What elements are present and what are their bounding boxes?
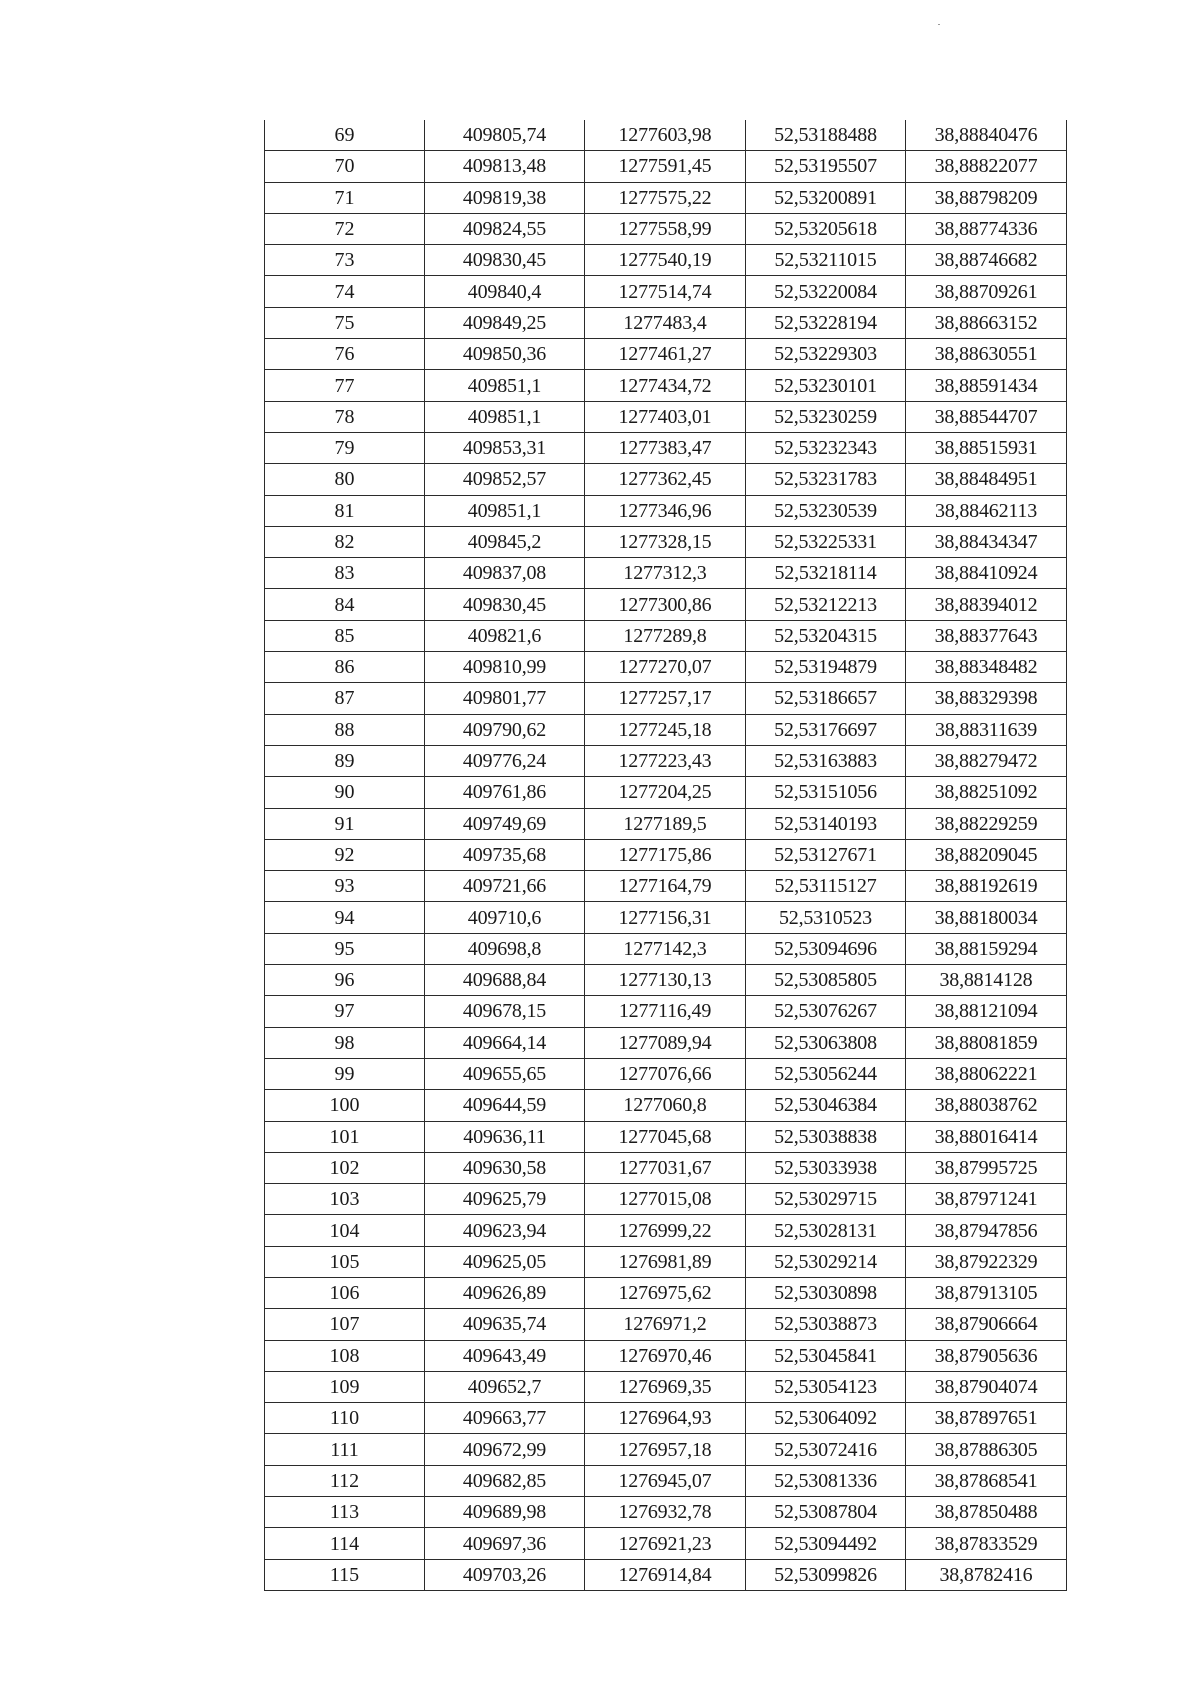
x-coordinate-cell: 409805,74	[425, 120, 585, 151]
longitude-cell: 38,87868541	[906, 1465, 1067, 1496]
latitude-cell: 52,53231783	[746, 464, 906, 495]
longitude-cell: 38,88462113	[906, 495, 1067, 526]
y-coordinate-cell: 1277289,8	[585, 620, 746, 651]
longitude-cell: 38,88229259	[906, 808, 1067, 839]
coordinates-table	[264, 120, 1067, 1591]
y-coordinate-cell: 1277312,3	[585, 558, 746, 589]
y-coordinate-cell: 1277060,8	[585, 1090, 746, 1121]
x-coordinate-cell: 409853,31	[425, 432, 585, 463]
point-number-cell: 79	[265, 432, 425, 463]
y-coordinate-cell: 1276969,35	[585, 1371, 746, 1402]
point-number-cell: 76	[265, 339, 425, 370]
y-coordinate-cell: 1276921,23	[585, 1528, 746, 1559]
point-number-cell: 110	[265, 1403, 425, 1434]
longitude-cell: 38,88081859	[906, 1027, 1067, 1058]
x-coordinate-cell: 409851,1	[425, 495, 585, 526]
latitude-cell: 52,53029715	[746, 1184, 906, 1215]
latitude-cell: 52,53038873	[746, 1309, 906, 1340]
x-coordinate-cell: 409625,79	[425, 1184, 585, 1215]
x-coordinate-cell: 409664,14	[425, 1027, 585, 1058]
table-row	[265, 464, 1067, 495]
latitude-cell: 52,53094492	[746, 1528, 906, 1559]
y-coordinate-cell: 1277575,22	[585, 182, 746, 213]
point-number-cell: 115	[265, 1559, 425, 1590]
table-row	[265, 432, 1067, 463]
x-coordinate-cell: 409851,1	[425, 401, 585, 432]
latitude-cell: 52,53115127	[746, 871, 906, 902]
x-coordinate-cell: 409636,11	[425, 1121, 585, 1152]
x-coordinate-cell: 409697,36	[425, 1528, 585, 1559]
latitude-cell: 52,53212213	[746, 589, 906, 620]
longitude-cell: 38,8814128	[906, 965, 1067, 996]
y-coordinate-cell: 1277514,74	[585, 276, 746, 307]
longitude-cell: 38,88515931	[906, 432, 1067, 463]
y-coordinate-cell: 1277076,66	[585, 1058, 746, 1089]
table-row	[265, 370, 1067, 401]
y-coordinate-cell: 1277189,5	[585, 808, 746, 839]
y-coordinate-cell: 1277434,72	[585, 370, 746, 401]
y-coordinate-cell: 1276964,93	[585, 1403, 746, 1434]
latitude-cell: 52,53228194	[746, 307, 906, 338]
point-number-cell: 102	[265, 1152, 425, 1183]
y-coordinate-cell: 1276975,62	[585, 1277, 746, 1308]
latitude-cell: 52,53030898	[746, 1277, 906, 1308]
latitude-cell: 52,53220084	[746, 276, 906, 307]
latitude-cell: 52,53232343	[746, 432, 906, 463]
longitude-cell: 38,88279472	[906, 745, 1067, 776]
longitude-cell: 38,88394012	[906, 589, 1067, 620]
table-row	[265, 495, 1067, 526]
x-coordinate-cell: 409845,2	[425, 526, 585, 557]
table-row	[265, 1090, 1067, 1121]
latitude-cell: 52,53195507	[746, 151, 906, 182]
table-row	[265, 151, 1067, 182]
point-number-cell: 70	[265, 151, 425, 182]
x-coordinate-cell: 409678,15	[425, 996, 585, 1027]
x-coordinate-cell: 409761,86	[425, 777, 585, 808]
longitude-cell: 38,88822077	[906, 151, 1067, 182]
point-number-cell: 97	[265, 996, 425, 1027]
y-coordinate-cell: 1277130,13	[585, 965, 746, 996]
table-row	[265, 589, 1067, 620]
x-coordinate-cell: 409635,74	[425, 1309, 585, 1340]
longitude-cell: 38,88410924	[906, 558, 1067, 589]
table-row	[265, 1184, 1067, 1215]
longitude-cell: 38,88663152	[906, 307, 1067, 338]
table-row	[265, 714, 1067, 745]
longitude-cell: 38,88016414	[906, 1121, 1067, 1152]
latitude-cell: 52,53087804	[746, 1497, 906, 1528]
y-coordinate-cell: 1277270,07	[585, 652, 746, 683]
table-row	[265, 1371, 1067, 1402]
latitude-cell: 52,53099826	[746, 1559, 906, 1590]
y-coordinate-cell: 1276971,2	[585, 1309, 746, 1340]
point-number-cell: 100	[265, 1090, 425, 1121]
y-coordinate-cell: 1277558,99	[585, 213, 746, 244]
table-row	[265, 620, 1067, 651]
x-coordinate-cell: 409703,26	[425, 1559, 585, 1590]
longitude-cell: 38,87922329	[906, 1246, 1067, 1277]
x-coordinate-cell: 409698,8	[425, 933, 585, 964]
longitude-cell: 38,88159294	[906, 933, 1067, 964]
latitude-cell: 52,53029214	[746, 1246, 906, 1277]
longitude-cell: 38,88591434	[906, 370, 1067, 401]
latitude-cell: 52,53085805	[746, 965, 906, 996]
table-row	[265, 1465, 1067, 1496]
y-coordinate-cell: 1277362,45	[585, 464, 746, 495]
latitude-cell: 52,53218114	[746, 558, 906, 589]
latitude-cell: 52,53033938	[746, 1152, 906, 1183]
y-coordinate-cell: 1277300,86	[585, 589, 746, 620]
latitude-cell: 52,5310523	[746, 902, 906, 933]
table-row	[265, 120, 1067, 151]
point-number-cell: 84	[265, 589, 425, 620]
point-number-cell: 90	[265, 777, 425, 808]
longitude-cell: 38,88038762	[906, 1090, 1067, 1121]
longitude-cell: 38,88311639	[906, 714, 1067, 745]
longitude-cell: 38,87897651	[906, 1403, 1067, 1434]
point-number-cell: 91	[265, 808, 425, 839]
longitude-cell: 38,87913105	[906, 1277, 1067, 1308]
y-coordinate-cell: 1277346,96	[585, 495, 746, 526]
y-coordinate-cell: 1276981,89	[585, 1246, 746, 1277]
table-row	[265, 652, 1067, 683]
y-coordinate-cell: 1277031,67	[585, 1152, 746, 1183]
point-number-cell: 89	[265, 745, 425, 776]
longitude-cell: 38,88062221	[906, 1058, 1067, 1089]
x-coordinate-cell: 409830,45	[425, 589, 585, 620]
latitude-cell: 52,53094696	[746, 933, 906, 964]
x-coordinate-cell: 409801,77	[425, 683, 585, 714]
scan-speck	[938, 24, 940, 25]
x-coordinate-cell: 409682,85	[425, 1465, 585, 1496]
table-row	[265, 1277, 1067, 1308]
point-number-cell: 114	[265, 1528, 425, 1559]
point-number-cell: 82	[265, 526, 425, 557]
table-row	[265, 1528, 1067, 1559]
x-coordinate-cell: 409688,84	[425, 965, 585, 996]
point-number-cell: 69	[265, 120, 425, 151]
y-coordinate-cell: 1277591,45	[585, 151, 746, 182]
latitude-cell: 52,53230259	[746, 401, 906, 432]
longitude-cell: 38,88348482	[906, 652, 1067, 683]
table-row	[265, 245, 1067, 276]
x-coordinate-cell: 409852,57	[425, 464, 585, 495]
table-row	[265, 307, 1067, 338]
table-row	[265, 933, 1067, 964]
point-number-cell: 105	[265, 1246, 425, 1277]
latitude-cell: 52,53063808	[746, 1027, 906, 1058]
latitude-cell: 52,53151056	[746, 777, 906, 808]
table-row	[265, 1246, 1067, 1277]
longitude-cell: 38,88798209	[906, 182, 1067, 213]
latitude-cell: 52,53194879	[746, 652, 906, 683]
table-row	[265, 1152, 1067, 1183]
latitude-cell: 52,53230539	[746, 495, 906, 526]
x-coordinate-cell: 409735,68	[425, 839, 585, 870]
table-row	[265, 902, 1067, 933]
table-row	[265, 213, 1067, 244]
point-number-cell: 98	[265, 1027, 425, 1058]
table-row	[265, 683, 1067, 714]
longitude-cell: 38,87833529	[906, 1528, 1067, 1559]
table-row	[265, 1027, 1067, 1058]
point-number-cell: 80	[265, 464, 425, 495]
table-row	[265, 965, 1067, 996]
table-row	[265, 526, 1067, 557]
longitude-cell: 38,88377643	[906, 620, 1067, 651]
table-row	[265, 1497, 1067, 1528]
point-number-cell: 103	[265, 1184, 425, 1215]
y-coordinate-cell: 1277089,94	[585, 1027, 746, 1058]
x-coordinate-cell: 409776,24	[425, 745, 585, 776]
x-coordinate-cell: 409840,4	[425, 276, 585, 307]
point-number-cell: 106	[265, 1277, 425, 1308]
point-number-cell: 72	[265, 213, 425, 244]
y-coordinate-cell: 1277328,15	[585, 526, 746, 557]
point-number-cell: 73	[265, 245, 425, 276]
table-row	[265, 839, 1067, 870]
y-coordinate-cell: 1277175,86	[585, 839, 746, 870]
longitude-cell: 38,87995725	[906, 1152, 1067, 1183]
coordinates-table-body	[265, 120, 1067, 1590]
y-coordinate-cell: 1276999,22	[585, 1215, 746, 1246]
x-coordinate-cell: 409849,25	[425, 307, 585, 338]
y-coordinate-cell: 1276914,84	[585, 1559, 746, 1590]
x-coordinate-cell: 409655,65	[425, 1058, 585, 1089]
point-number-cell: 108	[265, 1340, 425, 1371]
x-coordinate-cell: 409810,99	[425, 652, 585, 683]
latitude-cell: 52,53205618	[746, 213, 906, 244]
latitude-cell: 52,53188488	[746, 120, 906, 151]
table-row	[265, 276, 1067, 307]
latitude-cell: 52,53211015	[746, 245, 906, 276]
point-number-cell: 74	[265, 276, 425, 307]
table-row	[265, 182, 1067, 213]
y-coordinate-cell: 1277403,01	[585, 401, 746, 432]
y-coordinate-cell: 1277483,4	[585, 307, 746, 338]
longitude-cell: 38,88709261	[906, 276, 1067, 307]
table-row	[265, 1340, 1067, 1371]
x-coordinate-cell: 409790,62	[425, 714, 585, 745]
longitude-cell: 38,88180034	[906, 902, 1067, 933]
x-coordinate-cell: 409643,49	[425, 1340, 585, 1371]
latitude-cell: 52,53064092	[746, 1403, 906, 1434]
longitude-cell: 38,87886305	[906, 1434, 1067, 1465]
longitude-cell: 38,87971241	[906, 1184, 1067, 1215]
y-coordinate-cell: 1277257,17	[585, 683, 746, 714]
table-row	[265, 745, 1067, 776]
y-coordinate-cell: 1277164,79	[585, 871, 746, 902]
x-coordinate-cell: 409710,6	[425, 902, 585, 933]
point-number-cell: 92	[265, 839, 425, 870]
longitude-cell: 38,87905636	[906, 1340, 1067, 1371]
x-coordinate-cell: 409623,94	[425, 1215, 585, 1246]
point-number-cell: 111	[265, 1434, 425, 1465]
longitude-cell: 38,87906664	[906, 1309, 1067, 1340]
x-coordinate-cell: 409850,36	[425, 339, 585, 370]
latitude-cell: 52,53140193	[746, 808, 906, 839]
longitude-cell: 38,88192619	[906, 871, 1067, 902]
table-row	[265, 1121, 1067, 1152]
point-number-cell: 87	[265, 683, 425, 714]
latitude-cell: 52,53225331	[746, 526, 906, 557]
point-number-cell: 77	[265, 370, 425, 401]
longitude-cell: 38,88121094	[906, 996, 1067, 1027]
point-number-cell: 75	[265, 307, 425, 338]
y-coordinate-cell: 1277204,25	[585, 777, 746, 808]
longitude-cell: 38,88329398	[906, 683, 1067, 714]
longitude-cell: 38,88544707	[906, 401, 1067, 432]
y-coordinate-cell: 1277461,27	[585, 339, 746, 370]
x-coordinate-cell: 409663,77	[425, 1403, 585, 1434]
point-number-cell: 85	[265, 620, 425, 651]
y-coordinate-cell: 1277015,08	[585, 1184, 746, 1215]
point-number-cell: 95	[265, 933, 425, 964]
x-coordinate-cell: 409830,45	[425, 245, 585, 276]
latitude-cell: 52,53200891	[746, 182, 906, 213]
latitude-cell: 52,53056244	[746, 1058, 906, 1089]
table-row	[265, 339, 1067, 370]
latitude-cell: 52,53072416	[746, 1434, 906, 1465]
y-coordinate-cell: 1277383,47	[585, 432, 746, 463]
point-number-cell: 94	[265, 902, 425, 933]
x-coordinate-cell: 409824,55	[425, 213, 585, 244]
latitude-cell: 52,53230101	[746, 370, 906, 401]
point-number-cell: 93	[265, 871, 425, 902]
longitude-cell: 38,88434347	[906, 526, 1067, 557]
latitude-cell: 52,53046384	[746, 1090, 906, 1121]
longitude-cell: 38,88209045	[906, 839, 1067, 870]
table-row	[265, 871, 1067, 902]
point-number-cell: 107	[265, 1309, 425, 1340]
point-number-cell: 112	[265, 1465, 425, 1496]
point-number-cell: 99	[265, 1058, 425, 1089]
longitude-cell: 38,87904074	[906, 1371, 1067, 1402]
x-coordinate-cell: 409672,99	[425, 1434, 585, 1465]
longitude-cell: 38,88774336	[906, 213, 1067, 244]
y-coordinate-cell: 1276945,07	[585, 1465, 746, 1496]
table-row	[265, 777, 1067, 808]
x-coordinate-cell: 409644,59	[425, 1090, 585, 1121]
longitude-cell: 38,88484951	[906, 464, 1067, 495]
latitude-cell: 52,53229303	[746, 339, 906, 370]
longitude-cell: 38,88251092	[906, 777, 1067, 808]
latitude-cell: 52,53045841	[746, 1340, 906, 1371]
longitude-cell: 38,88746682	[906, 245, 1067, 276]
x-coordinate-cell: 409819,38	[425, 182, 585, 213]
table-row	[265, 401, 1067, 432]
table-row	[265, 1403, 1067, 1434]
x-coordinate-cell: 409813,48	[425, 151, 585, 182]
table-row	[265, 1309, 1067, 1340]
y-coordinate-cell: 1277142,3	[585, 933, 746, 964]
table-row	[265, 1215, 1067, 1246]
table-row	[265, 558, 1067, 589]
point-number-cell: 81	[265, 495, 425, 526]
y-coordinate-cell: 1276957,18	[585, 1434, 746, 1465]
x-coordinate-cell: 409625,05	[425, 1246, 585, 1277]
latitude-cell: 52,53163883	[746, 745, 906, 776]
longitude-cell: 38,87947856	[906, 1215, 1067, 1246]
point-number-cell: 104	[265, 1215, 425, 1246]
table-row	[265, 1559, 1067, 1590]
y-coordinate-cell: 1277540,19	[585, 245, 746, 276]
longitude-cell: 38,8782416	[906, 1559, 1067, 1590]
point-number-cell: 88	[265, 714, 425, 745]
latitude-cell: 52,53127671	[746, 839, 906, 870]
point-number-cell: 86	[265, 652, 425, 683]
x-coordinate-cell: 409630,58	[425, 1152, 585, 1183]
y-coordinate-cell: 1277116,49	[585, 996, 746, 1027]
table-row	[265, 808, 1067, 839]
longitude-cell: 38,88840476	[906, 120, 1067, 151]
point-number-cell: 78	[265, 401, 425, 432]
y-coordinate-cell: 1277603,98	[585, 120, 746, 151]
latitude-cell: 52,53054123	[746, 1371, 906, 1402]
x-coordinate-cell: 409721,66	[425, 871, 585, 902]
x-coordinate-cell: 409626,89	[425, 1277, 585, 1308]
latitude-cell: 52,53076267	[746, 996, 906, 1027]
table-row	[265, 1058, 1067, 1089]
table-row	[265, 1434, 1067, 1465]
x-coordinate-cell: 409821,6	[425, 620, 585, 651]
point-number-cell: 113	[265, 1497, 425, 1528]
y-coordinate-cell: 1276970,46	[585, 1340, 746, 1371]
y-coordinate-cell: 1277156,31	[585, 902, 746, 933]
longitude-cell: 38,88630551	[906, 339, 1067, 370]
table-row	[265, 996, 1067, 1027]
x-coordinate-cell: 409689,98	[425, 1497, 585, 1528]
latitude-cell: 52,53038838	[746, 1121, 906, 1152]
x-coordinate-cell: 409851,1	[425, 370, 585, 401]
latitude-cell: 52,53176697	[746, 714, 906, 745]
point-number-cell: 109	[265, 1371, 425, 1402]
y-coordinate-cell: 1276932,78	[585, 1497, 746, 1528]
point-number-cell: 101	[265, 1121, 425, 1152]
point-number-cell: 83	[265, 558, 425, 589]
latitude-cell: 52,53028131	[746, 1215, 906, 1246]
y-coordinate-cell: 1277245,18	[585, 714, 746, 745]
longitude-cell: 38,87850488	[906, 1497, 1067, 1528]
x-coordinate-cell: 409749,69	[425, 808, 585, 839]
point-number-cell: 96	[265, 965, 425, 996]
x-coordinate-cell: 409652,7	[425, 1371, 585, 1402]
y-coordinate-cell: 1277045,68	[585, 1121, 746, 1152]
latitude-cell: 52,53081336	[746, 1465, 906, 1496]
x-coordinate-cell: 409837,08	[425, 558, 585, 589]
latitude-cell: 52,53204315	[746, 620, 906, 651]
point-number-cell: 71	[265, 182, 425, 213]
latitude-cell: 52,53186657	[746, 683, 906, 714]
y-coordinate-cell: 1277223,43	[585, 745, 746, 776]
